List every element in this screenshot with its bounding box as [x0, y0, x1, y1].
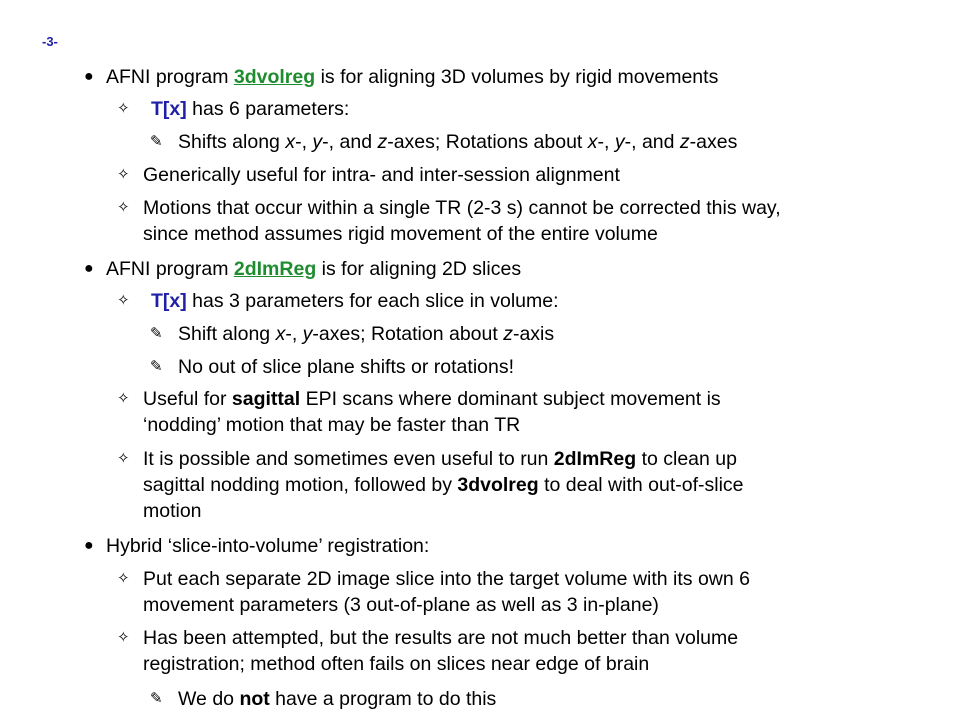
sub-bullet-6-params: T[x] has 6 parameters:: [151, 98, 350, 120]
sub-bullet-3-params: T[x] has 3 parameters for each slice in volume:: [151, 290, 559, 312]
sub-bullet-attempted-line1: Has been attempted, but the results are not much better than volume: [143, 627, 739, 649]
link-3dvolreg[interactable]: 3dvolreg: [233, 66, 316, 88]
four-point-star-icon: ✧: [117, 292, 130, 309]
link-2dimreg[interactable]: 2dImReg: [233, 258, 317, 280]
sub-bullet-generic-use: Generically useful for intra- and inter-session alignment: [143, 164, 620, 186]
four-point-star-icon: ✧: [117, 199, 130, 216]
four-point-star-icon: ✧: [117, 629, 130, 646]
four-point-star-icon: ✧: [117, 450, 130, 467]
pen-nib-icon: ✎: [150, 325, 163, 342]
bullet-3dvolreg: AFNI program 3dvolreg is for aligning 3D volumes by rigid movements: [106, 66, 719, 88]
pen-nib-icon: ✎: [150, 133, 163, 150]
sub-bullet-motions-line1: Motions that occur within a single TR (2-3 s) cannot be corrected this way,: [143, 197, 781, 219]
page-number: -3-: [42, 34, 58, 49]
bullet-dot-icon: ●: [84, 68, 94, 85]
bullet-dot-icon: ●: [84, 260, 94, 277]
sub-bullet-attempted-line2: registration; method often fails on slices near edge of brain: [143, 653, 650, 675]
bullet-hybrid: Hybrid ‘slice-into-volume’ registration:: [106, 535, 430, 557]
sub-sub-bullet-shift-rotation: Shift along x-, y-axes; Rotation about z-axis: [178, 323, 555, 345]
four-point-star-icon: ✧: [117, 390, 130, 407]
four-point-star-icon: ✧: [117, 570, 130, 587]
sub-bullet-sagittal-line1: Useful for sagittal EPI scans where dominant subject movement is: [143, 388, 721, 410]
pen-nib-icon: ✎: [150, 358, 163, 375]
sub-bullet-sagittal-line2: ‘nodding’ motion that may be faster than TR: [143, 414, 521, 436]
bullet-2dimreg: AFNI program 2dImReg is for aligning 2D slices: [106, 258, 522, 280]
four-point-star-icon: ✧: [117, 166, 130, 183]
sub-sub-bullet-no-out-of-plane: No out of slice plane shifts or rotations!: [178, 356, 515, 378]
sub-sub-bullet-shifts-rotations: Shifts along x-, y-, and z-axes; Rotations about x-, y-, and z-axes: [178, 131, 738, 153]
bullet-dot-icon: ●: [84, 537, 94, 554]
four-point-star-icon: ✧: [117, 100, 130, 117]
sub-bullet-combined-line2: sagittal nodding motion, followed by 3dvolreg to deal with out-of-slice: [143, 474, 744, 496]
sub-bullet-put-slice-line2: movement parameters (3 out-of-plane as well as 3 in-plane): [143, 594, 659, 616]
sub-bullet-put-slice-line1: Put each separate 2D image slice into the target volume with its own 6: [143, 568, 750, 590]
sub-sub-bullet-no-program: We do not have a program to do this: [178, 688, 497, 710]
sub-bullet-combined-line3: motion: [143, 500, 202, 522]
sub-bullet-motions-line2: since method assumes rigid movement of the entire volume: [143, 223, 658, 245]
pen-nib-icon: ✎: [150, 690, 163, 707]
sub-bullet-combined-line1: It is possible and sometimes even useful to run 2dImReg to clean up: [143, 448, 737, 470]
